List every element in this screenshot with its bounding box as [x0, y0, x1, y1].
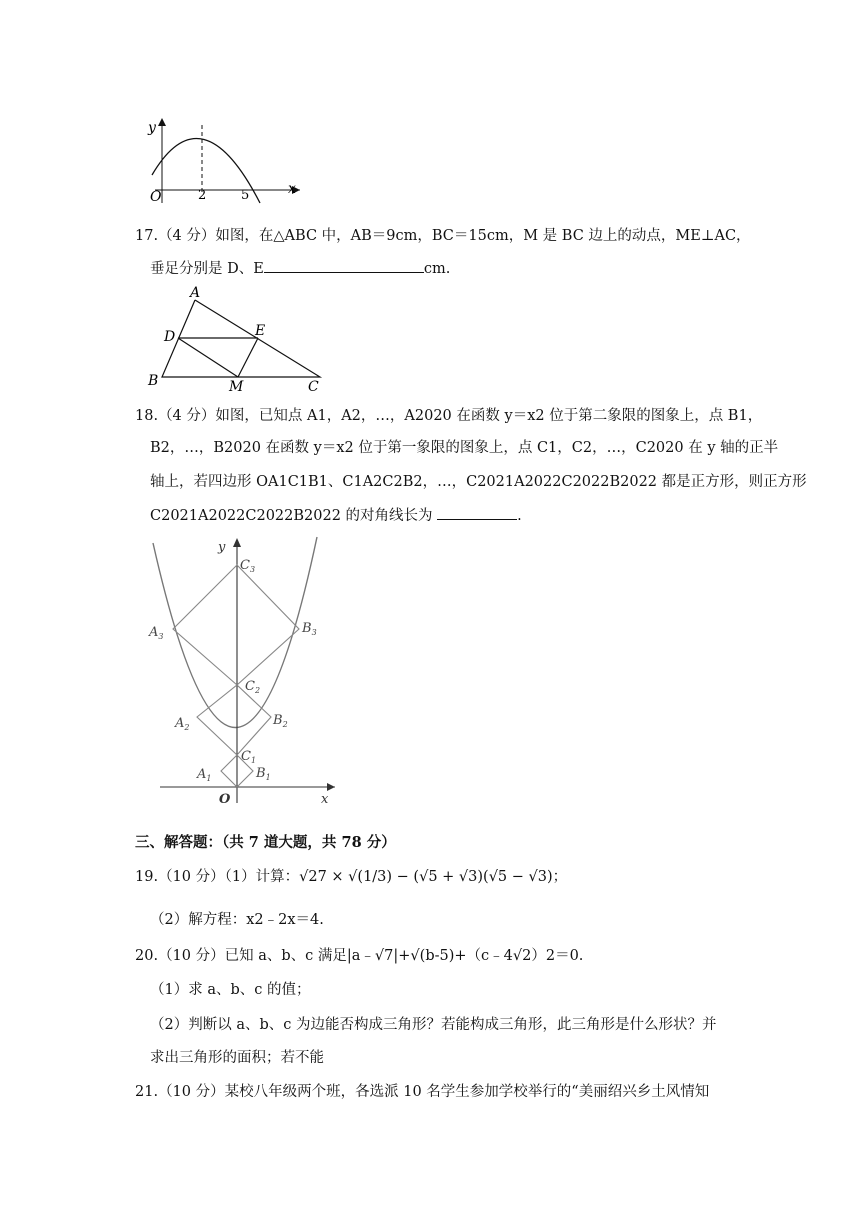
q18-answer-blank[interactable] — [437, 505, 517, 520]
q20-part2: （2）判断以 a、b、c 为边能否构成三角形？若能构成三角形，此三角形是什么形状？并 — [150, 1017, 717, 1033]
fig16-x-label: x — [288, 181, 296, 197]
fig18-label-A2: $A_2$ — [175, 716, 190, 732]
fig18-label-A1: $A_1$ — [197, 767, 212, 783]
fig16-origin-label: O — [150, 189, 162, 205]
q18-text-4: C2021A2022C2022B2022 的对角线长为 — [150, 508, 433, 524]
q20-line1 — [135, 946, 583, 966]
fig18-origin-label: O — [219, 792, 231, 807]
fig18-label-C1: $C_1$ — [241, 749, 257, 765]
fig18-x-label: x — [321, 792, 329, 807]
fig18-label-B1: $B_1$ — [256, 766, 271, 782]
q19-number: 19. — [135, 869, 159, 885]
fig18-label-C2: $C_2$ — [245, 679, 261, 695]
q20-score: （10 分） — [158, 948, 225, 964]
fig18-label-C3: $C_3$ — [240, 558, 256, 574]
fig17-label-A: A — [190, 285, 201, 301]
fig17-label-B: B — [148, 373, 159, 389]
q17-line2 — [150, 258, 450, 279]
fig16-tick-5: 5 — [241, 188, 250, 203]
q17-text-2: 垂足分别是 D、E — [150, 261, 264, 277]
q19-part1-expression: √27 × √(1/3) − (√5 + √3)(√5 − √3)； — [299, 869, 568, 885]
q21-text: 某校八年级两个班，各选派 10 名学生参加学校举行的“美丽绍兴乡土风情知 — [224, 1084, 710, 1100]
fig17-label-C: C — [308, 379, 319, 395]
q17-text-1: 如图，在△ABC 中，AB＝9cm，BC＝15cm，M 是 BC 边上的动点，ME⊥AC， — [215, 228, 751, 244]
q17-triangle-figure — [140, 285, 340, 395]
fig17-label-M: M — [229, 379, 244, 395]
q21-line1 — [135, 1082, 709, 1102]
q20-number: 20. — [135, 948, 159, 964]
q18-text-1: 如图，已知点 A1，A2，…，A2020 在函数 y＝x2 位于第二象限的图象上，点 B1， — [215, 408, 763, 424]
q18-parabola-squares-figure — [135, 535, 345, 810]
fig17-label-D: D — [164, 329, 176, 345]
fig16-tick-2: 2 — [198, 188, 207, 203]
fig17-label-E: E — [255, 323, 266, 339]
q17-score: （4 分） — [158, 228, 216, 244]
q18-line2: B2，…，B2020 在函数 y＝x2 位于第一象限的图象上，点 C1，C2，…，C2020 在 y 轴的正半 — [150, 440, 779, 456]
q17-answer-blank[interactable] — [264, 258, 424, 273]
q19-part2: （2）解方程：x2﹣2x＝4. — [150, 912, 324, 928]
fig18-label-A3: $A_3$ — [149, 625, 164, 641]
q20-part2-cont: 求出三角形的面积；若不能 — [150, 1050, 324, 1066]
q18-line4 — [150, 505, 522, 526]
q18-line3: 轴上，若四边形 OA1C1B1、C1A2C2B2，…，C2021A2022C2022B2022 都是正方形，则正方形 — [150, 474, 807, 490]
q20-text: 已知 a、b、c 满足|a﹣√7|+√(b-5)+（c﹣4√2）2＝0. — [224, 948, 584, 964]
q17-number: 17. — [135, 228, 159, 244]
q18-number: 18. — [135, 408, 159, 424]
q21-number: 21. — [135, 1084, 159, 1100]
fig18-label-B3: $B_3$ — [302, 621, 317, 637]
q19-line1 — [135, 867, 567, 887]
q18-score: （4 分） — [158, 408, 216, 424]
q20-part1: （1）求 a、b、c 的值； — [150, 982, 311, 998]
section-3-heading: 三、解答题：（共 7 道大题，共 78 分） — [135, 834, 396, 851]
q19-part1-label: （1）计算： — [224, 869, 300, 885]
fig18-label-B2: $B_2$ — [273, 713, 288, 729]
q16-parabola-figure — [140, 115, 310, 205]
q18-period: . — [517, 508, 522, 524]
q18-line1 — [135, 406, 762, 426]
q17-line1 — [135, 226, 751, 246]
fig18-y-label: y — [218, 540, 226, 555]
q17-unit: cm. — [423, 261, 451, 277]
q19-score: （10 分） — [158, 869, 225, 885]
fig16-y-label: y — [148, 120, 156, 136]
q21-score: （10 分） — [158, 1084, 225, 1100]
